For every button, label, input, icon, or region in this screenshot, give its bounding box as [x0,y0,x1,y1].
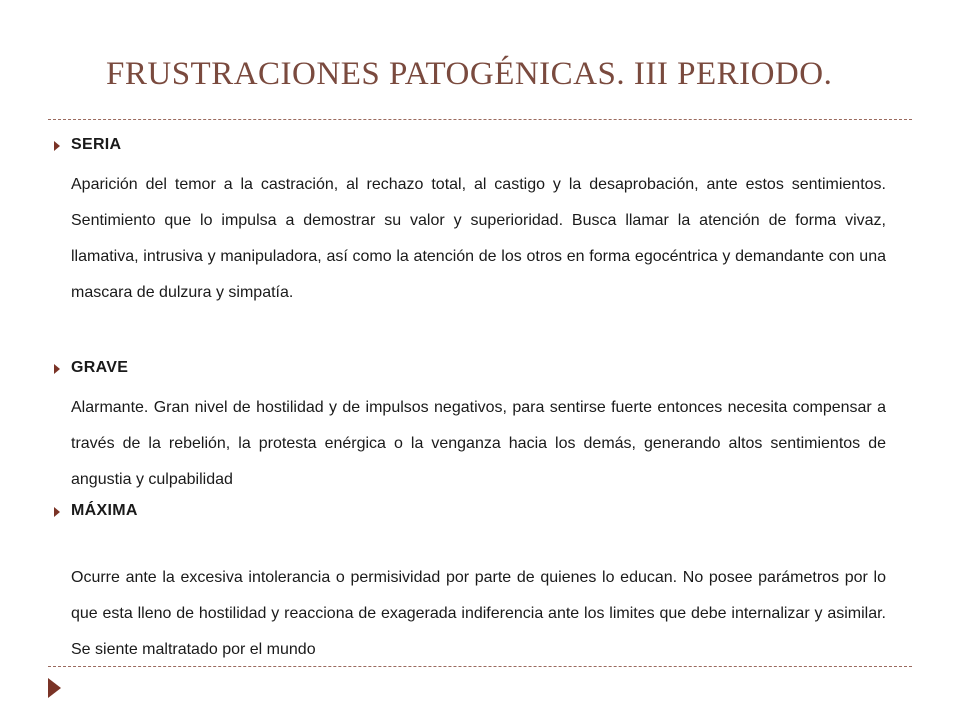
bullet-arrow-icon [54,364,60,374]
section-heading-grave: GRAVE [71,359,129,376]
footer-divider [48,666,912,667]
section-body-seria: Aparición del temor a la castración, al rechazo total, al castigo y la desaprobación, ante estos sentimientos. Sentimiento que lo impulsa a demostrar su valor y superioridad. Busca llamar la atención de forma vivaz, llamativa, intrusiva y manipuladora, así como la atención de los otros en forma egocéntrica y demandante con una mascara de dulzura y simpatía. [71,176,886,301]
section-body-maxima: Ocurre ante la excesiva intolerancia o permisividad por parte de quienes lo educan. No posee parámetros por lo que esta lleno de hostilidad y reacciona de exagerada indiferencia ante los limites que debe internalizar y asimilar. Se siente maltratado por el mundo [71,569,886,658]
bullet-arrow-icon [54,141,60,151]
next-slide-arrow-icon[interactable] [48,678,61,698]
title-divider [48,119,912,120]
section-heading-seria: SERIA [71,136,122,153]
section-heading-maxima: MÁXIMA [71,502,138,519]
section-body-grave: Alarmante. Gran nivel de hostilidad y de impulsos negativos, para sentirse fuerte entonces necesita compensar a través de la rebelión, la protesta enérgica o la venganza hacia los demás, generando altos sentimientos de angustia y culpabilidad [71,399,886,488]
bullet-arrow-icon [54,507,60,517]
slide-title: FRUSTRACIONES PATOGÉNICAS. III PERIODO. [106,56,833,92]
